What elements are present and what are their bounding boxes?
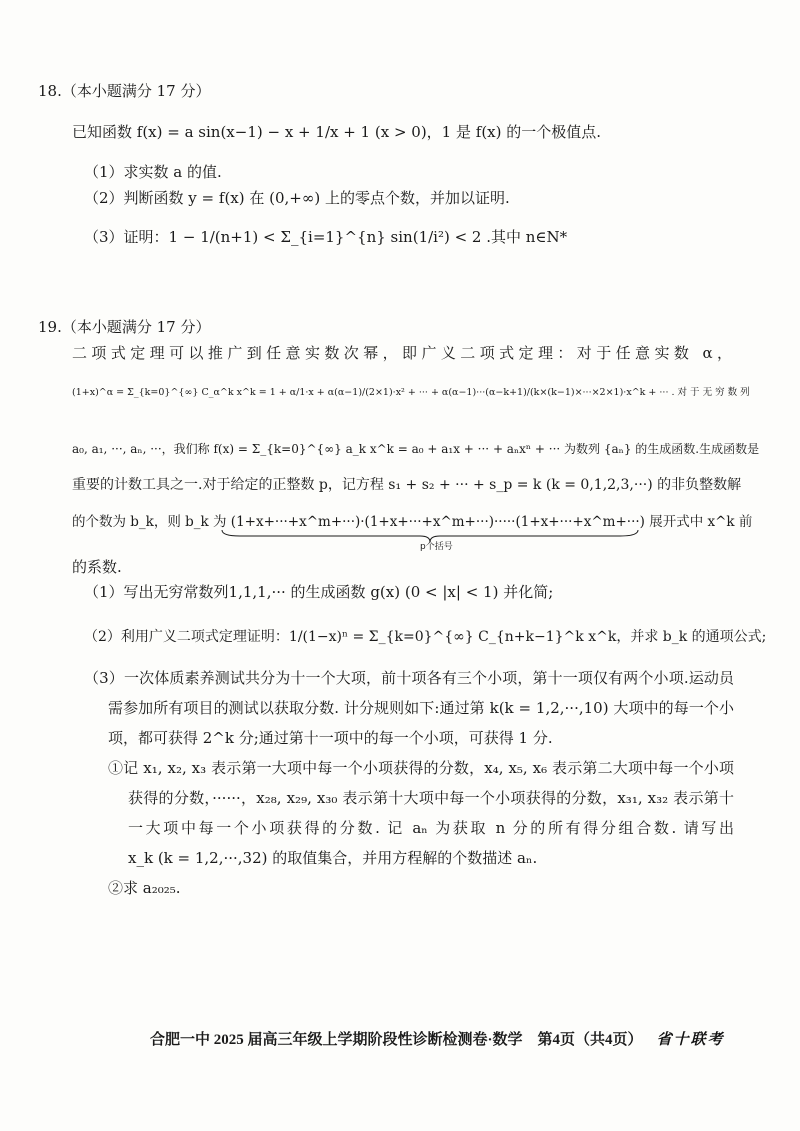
q18-part1: （1）求实数 a 的值. (84, 163, 222, 181)
q19-line3: a₀, a₁, ···, aₙ, ···，我们称 f(x) = Σ_{k=0}^{∞} a_k x^k = a₀ + a₁x + ··· + aₙxⁿ + ··· 为数列 {aₙ} 的生成函数.生成函数是 (72, 442, 760, 456)
q19-line5: 的个数为 b_k，则 b_k 为 (1+x+···+x^m+···)·(1+x+···+x^m+···)·····(1+x+···+x^m+···) 展开式中 x^k 前 (72, 514, 753, 530)
q19-line4: 重要的计数工具之一.对于给定的正整数 p，记方程 s₁ + s₂ + ··· + s_p = k (k = 0,1,2,3,···) 的非负整数解 (72, 477, 742, 493)
q19-part3-line3: 项，都可获得 2^k 分;通过第十一项中的每一个小项，可获得 1 分. (108, 729, 553, 747)
footer-text: 合肥一中 2025 届高三年级上学期阶段性诊断检测卷·数学 第4页（共4页） (150, 1032, 643, 1048)
q18-stem: 已知函数 f(x) = a sin(x−1) − x + 1/x + 1 (x > 0)，1 是 f(x) 的一个极值点. (72, 123, 602, 141)
q19-part2: （2）利用广义二项式定理证明：1/(1−x)ⁿ = Σ_{k=0}^{∞} C_{n+k−1}^k x^k，并求 b_k 的通项公式; (84, 629, 767, 645)
q19-part3-line2: 需参加所有项目的测试以获取分数. 计分规则如下:通过第 k(k = 1,2,···,10) 大项中的每一个小 (108, 699, 734, 717)
q19-sub1-line2: 获得的分数，······，x₂₈, x₂₉, x₃₀ 表示第十大项中每一个小项获得的分数，x₃₁, x₃₂ 表示第十 (128, 789, 734, 807)
q19-sub1-line3: 一大项中每一个小项获得的分数. 记 aₙ 为获取 n 分的所有得分组合数. 请写出 (128, 819, 734, 837)
q19-sub2: ②求 a₂₀₂₅. (108, 879, 181, 897)
q19-line2: (1+x)^α = Σ_{k=0}^{∞} C_α^k x^k = 1 + α/1·x + α(α−1)/(2×1)·x² + ··· + α(α−1)···(α−k+1)/(k×(k−1)×···×2×1)·x^k + ··· . 对 于 无 穷 数 列 (72, 387, 750, 398)
q19-part1: （1）写出无穷常数列1,1,1,··· 的生成函数 g(x) (0 < |x| < 1) 并化简; (84, 583, 554, 601)
q19-line1: 二项式定理可以推广到任意实数次幂，即广义二项式定理：对于任意实数 α， (72, 344, 732, 362)
brace-label: p个括号 (420, 542, 453, 552)
q19-sub1-line1: ①记 x₁, x₂, x₃ 表示第一大项中每一个小项获得的分数，x₄, x₅, x₆ 表示第二大项中每一个小项 (108, 759, 734, 777)
q19-part3-line1: （3）一次体质素养测试共分为十一个大项，前十项各有三个小项，第十一项仅有两个小项.运动员 (84, 669, 734, 687)
q19-sub1-line4: x_k (k = 1,2,···,32) 的取值集合，并用方程解的个数描述 aₙ. (128, 849, 538, 867)
q18-heading: 18.（本小题满分 17 分） (38, 82, 211, 100)
q18-part3: （3）证明：1 − 1/(n+1) < Σ_{i=1}^{n} sin(1/i²) < 2 .其中 n∈N* (84, 228, 568, 246)
q19-heading: 19.（本小题满分 17 分） (38, 318, 211, 336)
page-footer (150, 1028, 770, 1049)
q19-line6: 的系数. (72, 558, 122, 576)
q18-part2: （2）判断函数 y = f(x) 在 (0,+∞) 上的零点个数，并加以证明. (84, 189, 510, 207)
footer-stamp: 省十联考 (656, 1030, 725, 1048)
